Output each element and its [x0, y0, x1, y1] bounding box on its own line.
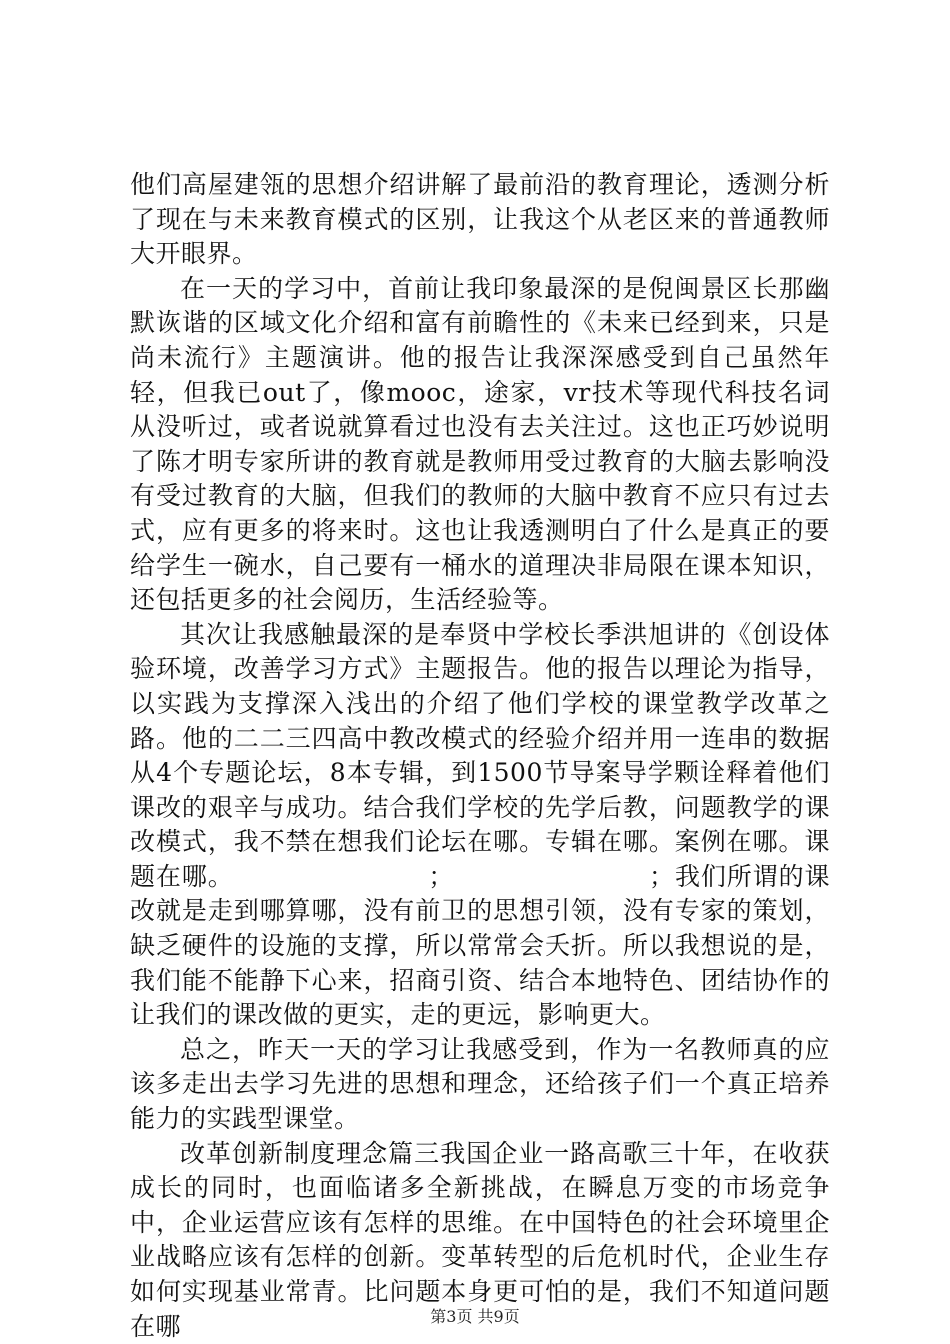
- body-text: [130, 168, 830, 1344]
- paragraph-continued: 他们高屋建瓴的思想介绍讲解了最前沿的教育理论，透测分析了现在与未来教育模式的区别，让我这个从老区来的普通教师大开眼界。: [130, 170, 830, 269]
- paragraph: 改革创新制度理念篇三我国企业一路高歌三十年，在收获成长的同时，也面临诸多全新挑战，在瞬息万变的市场竞争中，企业运营应该有怎样的思维。在中国特色的社会环境里企业战略应该有怎样的创新。变革转型的后危机时代，企业生存如何实现基业常青。比问题本身更可怕的是，我们不知道问题在哪: [130, 1138, 830, 1341]
- paragraph: 其次让我感触最深的是奉贤中学校长季洪旭讲的《创设体验环境，改善学习方式》主题报告。他的报告以理论为指导，以实践为支撑深入浅出的介绍了他们学校的课堂教学改革之路。他的二二三四高中教改模式的经验介绍并用一连串的数据从4个专题论坛，8本专辑，到1500节导案导学颗诠释着他们课改的艰辛与成功。结合我们学校的先学后教，问题教学的课改模式，我不禁在想我们论坛在哪。专辑在哪。案例在哪。课题在哪。 ； ；我们所谓的课改就是走到哪算哪，没有前卫的思想引领，没有专家的策划，缺乏硬件的设施的支撑，所以常常会夭折。所以我想说的是，我们能不能静下心来，招商引资、结合本地特色、团结协作的让我们的课改做的更实，走的更远，影响更大。: [130, 619, 830, 1030]
- paragraph: 总之，昨天一天的学习让我感受到，作为一名教师真的应该多走出去学习先进的思想和理念，还给孩子们一个真正培养能力的实践型课堂。: [130, 1034, 830, 1134]
- paragraph: 在一天的学习中，首前让我印象最深的是倪闽景区长那幽默诙谐的区域文化介绍和富有前瞻性的《未来已经到来，只是尚未流行》主题演讲。他的报告让我深深感受到自己虽然年轻，但我已out了，像mooc，途家，vr技术等现代科技名词从没听过，或者说就算看过也没有去关注过。这也正巧妙说明了陈才明专家所讲的教育就是教师用受过教育的大脑去影响没有受过教育的大脑，但我们的教师的大脑中教育不应只有过去式，应有更多的将来时。这也让我透测明白了什么是真正的要给学生一碗水，自己要有一桶水的道理决非局限在课本知识，还包括更多的社会阅历，生活经验等。: [130, 273, 830, 615]
- page-footer: 第3页 共9页: [430, 1307, 520, 1326]
